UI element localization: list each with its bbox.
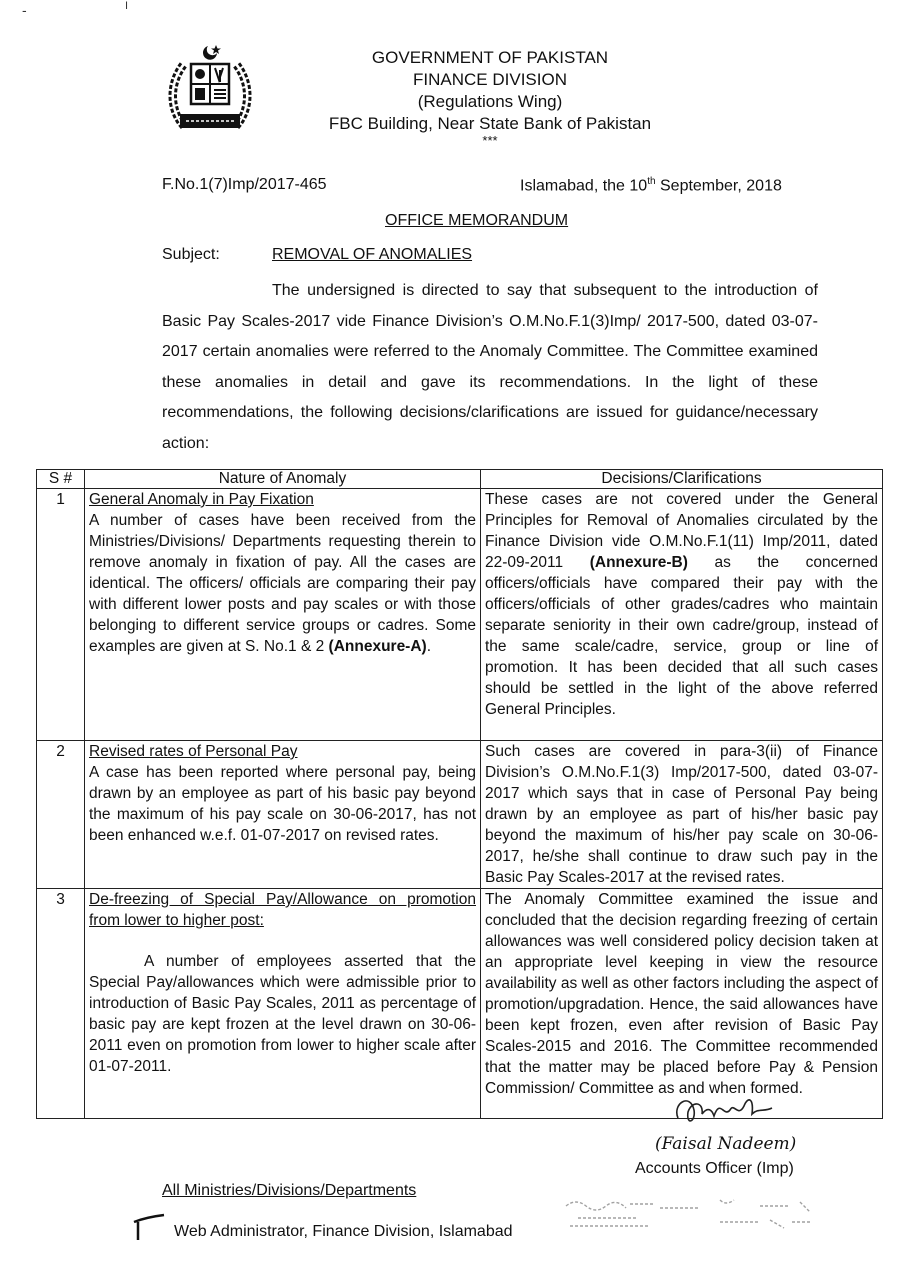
decision-text-end: as the concerned officers/officials have compared their pay with the officers/officials of other grades/cadres who maintain separate seniority in their own cadre/group, instead of the same scale/cadre, service, group or line of promotion. It has been decided that all such cases should be settled in the light of the above referred General Principles. [485, 554, 878, 718]
row-serial: 1 [37, 489, 85, 741]
table-row [37, 741, 883, 889]
row-decision: Such cases are covered in para-3(ii) of Finance Division’s O.M.No.F.1(3) Imp/2017-500, dated 03-07-2017 which says that in case of Personal Pay being drawn by an employee as part of his/her basic pay beyond the maximum of his/her pay scale on 30-06-2017, he/she shall continue to draw such pay in the Basic Pay Scales-2017 at the revised rates. [481, 741, 883, 889]
received-stamp-icon [560, 1192, 830, 1237]
table-header-row [37, 470, 883, 489]
table-row [37, 489, 883, 741]
anomaly-table [36, 469, 883, 1119]
decision-text: These cases are not covered under the General Principles for Removal of Anomalies circulated by the Finance Division vide O.M.No.F.1(11) Imp/2011, dated 22-09-2011 [485, 491, 878, 571]
row-decision: The Anomaly Committee examined the issue and concluded that the decision regarding freezing of certain allowances was well considered policy decision taken at an appropriate level keeping in view the resource availability as well as other factors including the aspect of promotion/upgradation. Hence, the said allowances have been kept frozen, even after revision of Basic Pay Scales-2015 and 2016. The Committee recommended that the matter may be placed before Pay & Pension Commission/ Committee as and when formed. [481, 889, 883, 1119]
separator-stars: *** [482, 133, 498, 148]
anomaly-text-end: . [426, 638, 432, 655]
row-serial: 3 [37, 889, 85, 1119]
header-nature: Nature of Anomaly [85, 470, 481, 489]
table-row [37, 889, 883, 1119]
annexure-ref: (Annexure-A) [328, 638, 427, 655]
pakistan-state-emblem-icon [160, 38, 260, 138]
scan-mark: I [125, 0, 129, 12]
anomaly-title: General Anomaly in Pay Fixation [89, 491, 314, 508]
date-superscript: th [647, 176, 656, 187]
copy-to: Web Administrator, Finance Division, Islamabad [174, 1223, 513, 1240]
annexure-ref: (Annexure-B) [589, 554, 688, 571]
letterhead [300, 47, 680, 147]
signatory-title: Accounts Officer (Imp) [635, 1160, 794, 1177]
memo-title: OFFICE MEMORANDUM [385, 212, 569, 229]
copy-tick-icon [130, 1212, 166, 1242]
addressee: All Ministries/Divisions/Departments [162, 1182, 417, 1199]
subject-label: Subject: [162, 246, 220, 263]
scan-mark: - [22, 2, 27, 18]
subject-text: REMOVAL OF ANOMALIES [272, 246, 473, 263]
anomaly-text: A number of employees asserted that the Special Pay/allowances which were admissible prior to introduction of Basic Pay Scales, 2011 as percentage of basic pay are kept frozen at the level drawn on 30-06-2011 even on promotion from lower to higher scale after 01-07-2011. [89, 953, 476, 1075]
wing-title: (Regulations Wing) [417, 92, 563, 111]
row-serial: 2 [37, 741, 85, 889]
row-nature [85, 489, 481, 741]
file-number: F.No.1(7)Imp/2017-465 [162, 176, 327, 193]
header-decision: Decisions/Clarifications [481, 470, 883, 489]
handwritten-signature-icon [668, 1088, 778, 1132]
anomaly-title: De-freezing of Special Pay/Allowance on promotion from lower to higher post: [89, 891, 476, 929]
row-nature [85, 741, 481, 889]
row-decision [481, 489, 883, 741]
signatory-name: (Faisal Nadeem) [655, 1134, 797, 1154]
header-serial: S # [37, 470, 85, 489]
government-title: GOVERNMENT OF PAKISTAN [371, 48, 609, 67]
anomaly-text: A number of cases have been received from the Ministries/Divisions/ Departments requesting therein to remove anomaly in fixation of pay. All the cases are identical. The officers/ officials are comparing their pay with different lower posts and pay scales or with those belonging to different service groups or cadres. Some examples are given at S. No.1 & 2 [89, 512, 476, 655]
row-nature [85, 889, 481, 1119]
division-title: FINANCE DIVISION [413, 70, 567, 89]
anomaly-title: Revised rates of Personal Pay [89, 743, 298, 760]
date-suffix: September, 2018 [655, 177, 782, 195]
anomaly-text: A case has been reported where personal pay, being drawn by an employee as part of his basic pay beyond the maximum of his pay scale on 30-06-2017, has not been enhanced w.e.f. 01-07-2017 on revised rates. [89, 764, 476, 844]
address: FBC Building, Near State Bank of Pakistan [328, 114, 652, 133]
intro-paragraph: The undersigned is directed to say that subsequent to the introduction of Basic Pay Scales-2017 vide Finance Division’s O.M.No.F.1(3)Imp/ 2017-500, dated 03-07-2017 certain anomalies were referred to the Anomaly Committee. The Committee examined these anomalies in detail and gave its recommendations. In the light of these recommendations, the following decisions/clarifications are issued for guidance/necessary action: [162, 282, 818, 452]
date-prefix: Islamabad, the 10 [520, 177, 648, 195]
date-line [520, 176, 782, 195]
